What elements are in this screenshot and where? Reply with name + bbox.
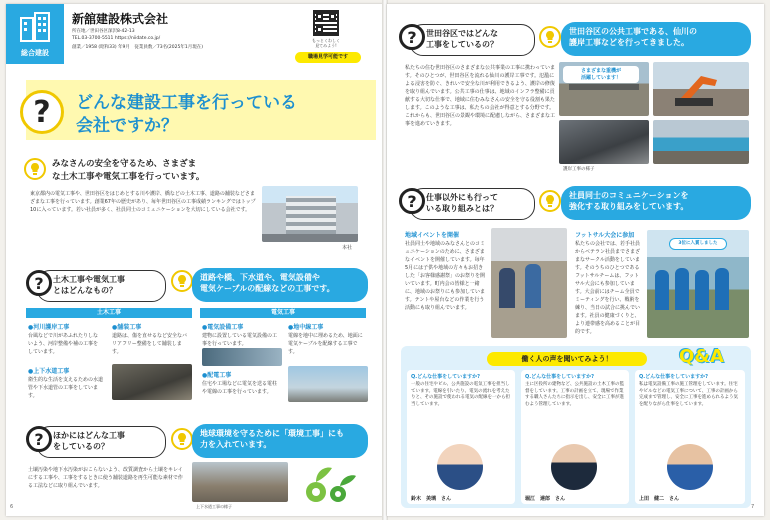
q4-line2: いる取り組みとは？ bbox=[426, 204, 498, 213]
a2-heading bbox=[192, 424, 368, 458]
electric-item2-text: 電線を地中に埋めるため、地面に電気ケーブルを配線する工事です。 bbox=[288, 333, 363, 355]
voice-card-1 bbox=[407, 370, 515, 504]
eco-gear-icon bbox=[296, 460, 366, 506]
voice-card-3 bbox=[635, 370, 745, 504]
right-page-number: 7 bbox=[751, 504, 755, 510]
question-mark-icon: ? bbox=[399, 24, 425, 50]
qr-caption: もっとくわしく 見てみよう! bbox=[312, 38, 340, 48]
question-mark-icon: ? bbox=[26, 426, 52, 452]
voice-answer-1: 一般の住宅やビル、公共施設の電気工事を担当しています。電線を引いたり、電気の流れを考えたりと、その施設で使われる電気の配線を一から担当しています。 bbox=[411, 382, 510, 407]
voice-question-3: Q.どんな仕事をしていますか? bbox=[639, 374, 709, 380]
civil-item3-title: ●上下水道工事 bbox=[28, 368, 70, 375]
voice-question-1: Q.どんな仕事をしていますか? bbox=[411, 374, 481, 380]
q3-heading bbox=[409, 24, 535, 56]
left-page bbox=[6, 4, 383, 516]
qa-logo: Q&A bbox=[679, 346, 724, 367]
a2-line2: 力を入れています。 bbox=[200, 440, 272, 449]
right-page bbox=[387, 4, 764, 516]
electric-item1-text: 建物に設置している電気設備の工事を行っています。 bbox=[202, 333, 278, 347]
a3-line2: 護岸工事などを行ってきました。 bbox=[569, 38, 689, 47]
a1-heading bbox=[192, 268, 368, 302]
avatar bbox=[551, 444, 597, 490]
q1-line2: とはどんなもの？ bbox=[53, 286, 117, 295]
voice-question-2: Q.どんな仕事をしていますか? bbox=[525, 374, 595, 380]
company-category: 総合建設 bbox=[21, 49, 49, 57]
excavator-icon bbox=[671, 68, 731, 108]
question-mark-icon: ? bbox=[26, 270, 52, 296]
environment-photo bbox=[192, 462, 288, 502]
excavator-photo bbox=[653, 62, 749, 116]
a1-line2: 電気ケーブルの配線などの工事です。 bbox=[200, 284, 335, 293]
visit-badge: 職場見学可能です bbox=[295, 52, 361, 63]
local-event-text: 社員同士や地域のみなさんとのコミュニケーションのために、さまざまなイベントを開催しています。毎年5月には子供や地域の方々もお招きした「お客様感謝祭」のお祭りを開いています。町内会の皆様と一緒に、地域のお祭りにも参加しています。テントや屋台などの作業を行う活動にも取り組んでいます。 bbox=[405, 241, 486, 311]
left-page-number: 6 bbox=[10, 504, 14, 510]
q2-line1: ほかにはどんな工事 bbox=[53, 431, 125, 440]
building-icon bbox=[19, 12, 51, 42]
third-place-badge: 3位に入賞しました bbox=[669, 238, 727, 250]
q4-line1: 仕事以外にも行って bbox=[426, 193, 498, 202]
civil-item1-title: ●河川護岸工事 bbox=[28, 324, 70, 331]
voice-card-2 bbox=[521, 370, 629, 504]
a2-line1: 地球環境を守るために「環境工事」にも bbox=[200, 429, 344, 438]
environment-text: 土壌汚染や地下水汚染がおこらないよう、改質調査から土壌をキレイにする工事や、工事をするときに使う舗装道路を再生可能な素材で作る工法などに取り組んでいます。 bbox=[28, 467, 183, 489]
local-event-title: 地域イベントを開催 bbox=[405, 232, 460, 239]
event-photo bbox=[491, 228, 567, 338]
q3-photo-caption: 護岸工事の様子 bbox=[563, 167, 595, 172]
hq-caption: 本社 bbox=[342, 245, 353, 251]
electric-item2-title: ●地中線工事 bbox=[288, 324, 324, 331]
a4-line1: 社員同士のコミュニケーションを bbox=[569, 191, 689, 200]
machinery-label: さまざまな重機が 活躍しています！ bbox=[563, 66, 639, 83]
lightbulb-icon bbox=[171, 270, 193, 292]
q3-line1: 世田谷区ではどんな bbox=[426, 29, 498, 38]
q1-heading bbox=[36, 270, 166, 302]
lightbulb-icon bbox=[539, 26, 561, 48]
q2-heading bbox=[36, 426, 166, 458]
lightbulb-icon bbox=[171, 428, 193, 450]
question-mark-icon: ? bbox=[399, 188, 425, 214]
q3-body-text: 私たちの住む世田谷区のさまざまな公共事業の工事に携わっています。そのひとつが、世田谷区を流れる仙川の護岸工事です。氾濫による浸害を防ぐ、きれいで安全な川が利用できるよう、護岸の修復を取り組んでいます。公共工事の仕事は、地域のインフラ整備に貢献する大切な仕事で、地域に住むみなさんの安全を守る役割も果たします。このような工事は、私たちの会社が得意とする分野です。これからも、世田谷区の景観や環境に配慮しながら、さまざまな工事を進めていきます。 bbox=[405, 65, 556, 127]
avatar bbox=[437, 444, 483, 490]
main-title-line1: どんな建設工事を行っている bbox=[76, 93, 297, 113]
sewer-photo bbox=[112, 364, 192, 400]
futsal-title: フットサル大会に参加 bbox=[575, 232, 635, 239]
company-info-3: 創業／1958 (昭和33) 年9月 従業員数／73名(2025年1月現在) bbox=[72, 45, 203, 50]
lightbulb-icon bbox=[539, 190, 561, 212]
environment-caption: 上下水道工事の様子 bbox=[196, 504, 232, 509]
voice-name-1: 鈴木 美璃 さん bbox=[411, 496, 452, 502]
voice-name-2: 堀江 達郎 さん bbox=[525, 496, 566, 502]
a3-line1: 世田谷区の公共工事である、仙川の bbox=[569, 27, 697, 36]
electric-band: 電気工事 bbox=[200, 308, 366, 318]
voice-answer-2: 主に区役所の建物など、公共施設の土木工事の監督をしています。工事の計画を立て、現場で作業する職人さんたちに指示を出し、安全に工事が進むよう管理しています。 bbox=[525, 382, 624, 407]
civil-band: 土木工事 bbox=[26, 308, 192, 318]
machinery-yard-photo bbox=[653, 120, 749, 164]
q2-line2: をしているの？ bbox=[53, 442, 109, 451]
company-info-1: 所在地／世田谷区深沢8-42-13 bbox=[72, 29, 135, 34]
main-title-line2: 会社ですか？ bbox=[76, 116, 178, 136]
answer-heading-line1: みなさんの安全を守るため、さまざま bbox=[52, 159, 197, 169]
qr-code[interactable] bbox=[313, 10, 339, 36]
electric-photo bbox=[202, 348, 282, 366]
electric-item3-text: 住宅や工場などに電気を送る電柱や電線の工事を行っています。 bbox=[202, 381, 278, 395]
civil-item2-text: 道路は、傷を直せるなど安全なバリアフリー整備をして舗装します。 bbox=[112, 333, 188, 355]
a3-heading bbox=[561, 22, 751, 56]
voice-answer-3: 私は電気設備工事の施工管理をしています。住宅やビルなどの電気工事について、工事の計画から完成まで管理し、安全に工事を進められるよう気を配りながら仕事をしています。 bbox=[639, 382, 738, 407]
civil-item3-text: 衛生的な生活を支えるための水道管や下水道管の工事をしています。 bbox=[28, 377, 104, 399]
power-line-photo bbox=[288, 366, 368, 402]
lightbulb-icon bbox=[24, 158, 46, 180]
question-mark-icon: ? bbox=[20, 90, 64, 134]
civil-item2-title: ●舗装工事 bbox=[112, 324, 142, 331]
company-info-2: TEL.03-3700-5511 https://niidate.co.jp/ bbox=[72, 36, 161, 41]
intro-text: 東京都内の電気工事や、世田谷区をはじめとする川や護岸、橋などの土木工事、道路の舗装などさまざまな工事を行っています。創業67年の歴史があり、毎年世田谷区の工事成績ランキングではトップ10に入っています。若い社員が多く、社員同士のコミュニケーションを大切にしている会社です。 bbox=[30, 191, 256, 213]
civil-item1-text: 台風などで川があふれたりしないよう、河岸整備や補の工事をしています。 bbox=[28, 333, 99, 355]
q3-line2: 工事をしているの？ bbox=[426, 40, 498, 49]
electric-item3-title: ●配電工事 bbox=[202, 372, 232, 379]
electric-item1-title: ●電気設備工事 bbox=[202, 324, 244, 331]
avatar bbox=[667, 444, 713, 490]
construction-site-photo bbox=[559, 120, 649, 164]
q4-heading bbox=[409, 188, 535, 220]
q1-line1: 土木工事や電気工事 bbox=[53, 275, 125, 284]
futsal-text: 私たちの会社では、若手社員からベテラン社員までさまざまなサークル活動をしています。そのうちのひとつであるフットサルチームは、フットサル大会にも参加しています。大会前にはチーム全員でミーティングを行い、戦術を練り、当日の試合に挑んでいます。社員の健康づくりと、より連帯感を高めることが目的です。 bbox=[575, 241, 641, 335]
company-badge bbox=[6, 4, 64, 64]
a4-heading bbox=[561, 186, 751, 220]
headquarters-photo bbox=[262, 186, 358, 242]
voice-name-3: 上田 健二 さん bbox=[639, 496, 680, 502]
answer-heading-line2: な土木工事や電気工事を行っています。 bbox=[52, 172, 205, 182]
a4-line2: 強化する取り組みをしています。 bbox=[569, 202, 689, 211]
a1-line1: 道路や橋、下水道や、電気設備や bbox=[200, 273, 320, 282]
voices-heading: 働く人の声を聞いてみよう！ bbox=[487, 352, 647, 366]
company-name: 新舘建設株式会社 bbox=[72, 12, 169, 26]
